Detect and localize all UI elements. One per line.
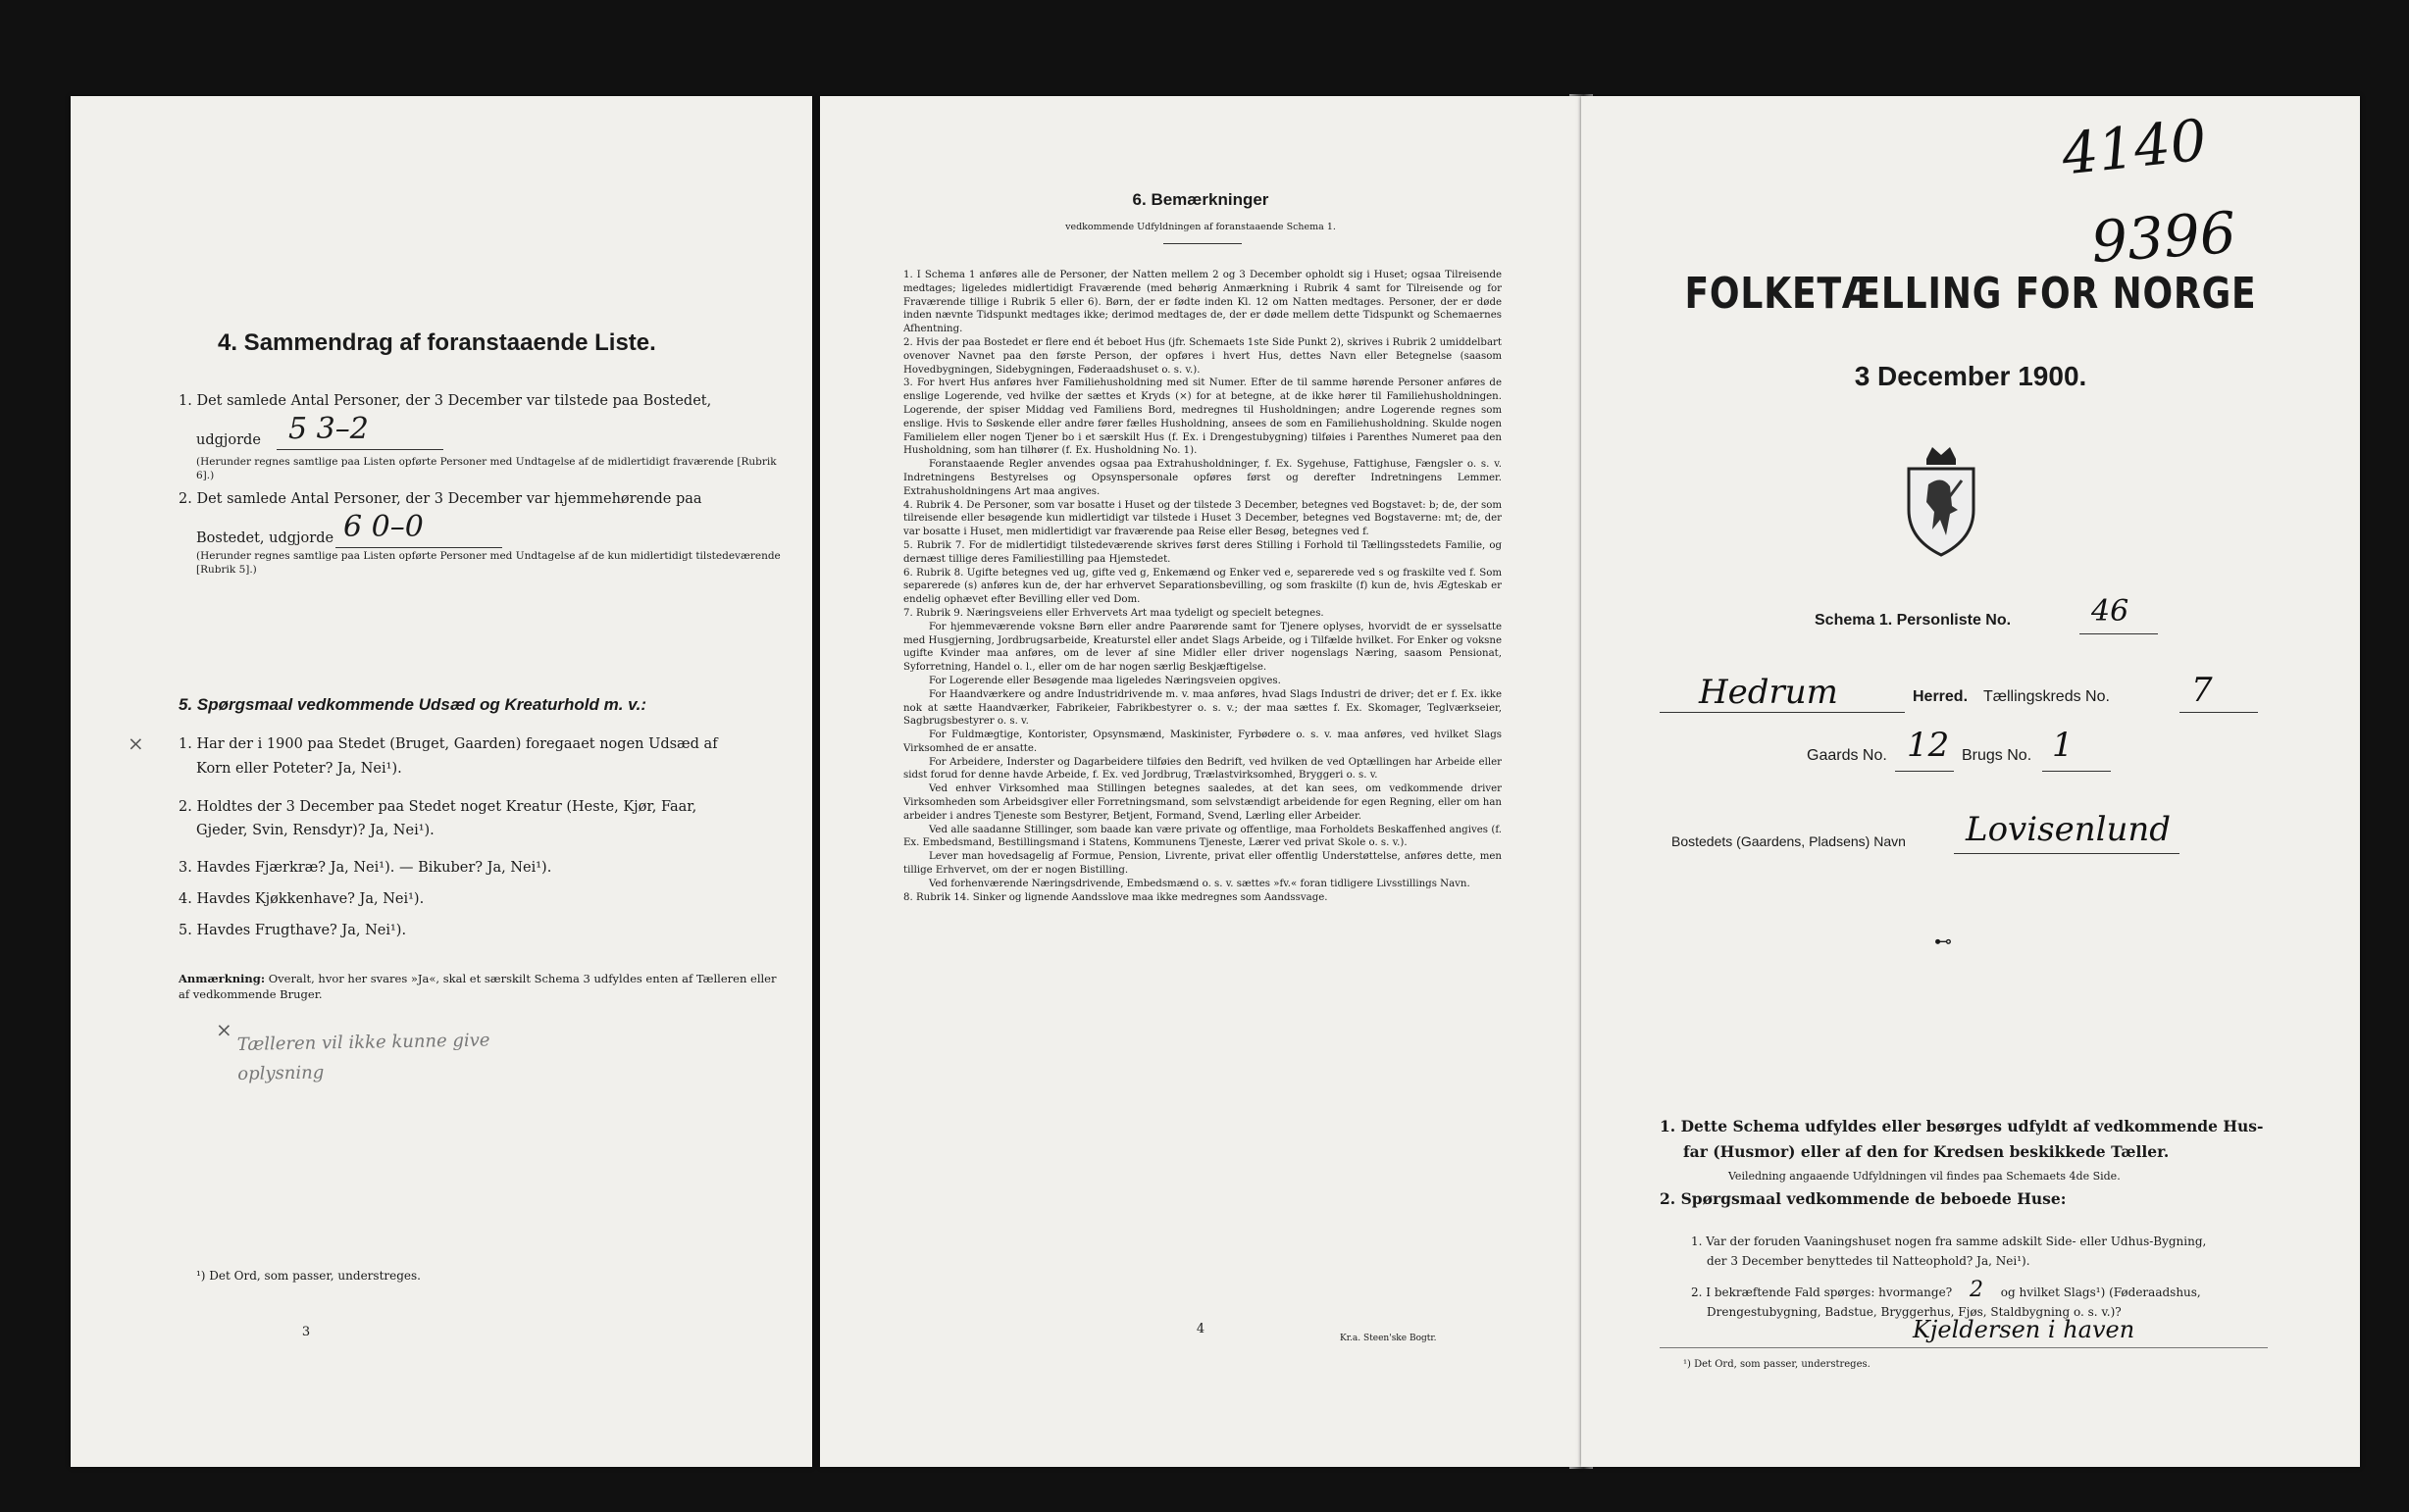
q5-2-line2: Gjeder, Svin, Rensdyr)? Ja, Nei¹). <box>196 823 435 838</box>
archive-number-2: 9396 <box>2088 198 2238 277</box>
gaards-line <box>1895 771 1954 772</box>
gaards-label: Gaards No. <box>1807 747 1887 764</box>
page-3 <box>71 96 812 1467</box>
remark-item: 2. Hvis der paa Bostedet er flere end ét beboet Hus (jfr. Schemaets 1ste Side Punkt 2), skrives i Rubrik 2 umiddelbart ovenover Navnet paa den første Person, der opføres i hvert Hus, dettes Navn eller Betegnelse (saasom Hovedbygningen, Sidebygningen, Føderaadshuset o. s. v.). <box>903 336 1502 376</box>
q1-line2: udgjorde <box>196 432 261 448</box>
q2-line2: Bostedet, udgjorde <box>196 530 334 546</box>
archive-number-1: 4140 <box>2058 106 2210 188</box>
remark-item: For Arbeidere, Inderster og Dagarbeidere tilføies den Bedrift, ved hvilken de ved Optællingen har Arbeide eller sidst forud for denne havde Arbeide, f. Ex. ved Jordbrug, Trælastvirksomhed, Bryggeri o. s. v. <box>903 756 1502 781</box>
house-q2-part2: og hvilket Slags¹) (Føderaadshus, <box>2000 1285 2201 1299</box>
bosted-line <box>1954 853 2179 854</box>
ornament-icon: ⊷ <box>1934 932 1952 952</box>
herred-label: Herred. <box>1913 688 1969 705</box>
remark-item: 5. Rubrik 7. For de midlertidigt tilstedeværende skrives først deres Stilling i Forhold til Tællingsstedets Familie, og dernæst tillige deres Familiestilling paa Hjemstedet. <box>903 539 1502 565</box>
brugs-label: Brugs No. <box>1962 747 2032 764</box>
x-mark-1: × <box>128 731 144 755</box>
census-date: 3 December 1900. <box>1854 361 2087 391</box>
remark-item: For Fuldmægtige, Kontorister, Opsynsmænd, Maskinister, Fyrbødere o. s. v. maa anføres, ved hvilket Slags Virksomhed de er ansatte. <box>903 730 1502 754</box>
x-mark-2: × <box>216 1018 232 1041</box>
title-rule <box>1163 243 1242 244</box>
printer-mark: Kr.a. Steen'ske Bogtr. <box>1340 1334 1437 1343</box>
q5-5: 5. Havdes Frugthave? Ja, Nei¹). <box>179 923 407 938</box>
remarks-title: 6. Bemærkninger <box>1132 190 1269 209</box>
census-title: FOLKETÆLLING FOR NORGE <box>1684 269 2257 319</box>
house-q2-part1: 2. I bekræftende Fald spørges: hvormange? <box>1691 1285 1953 1299</box>
remark-item: 3. For hvert Hus anføres hver Familiehusholdning med sit Numer. Efter de til samme hørende Personer anføres de enslige Logerende, ved hvilke der sættes et Kryds (×) for at betegne, at de ikke hører til Familiehusholdningen. Logerende, der spiser Middag ved Familiens Bord, medregnes til Husholdningen; andre Logerende regnes som enslige. Hvis to Søskende eller andre fører fælles Husholdning, ansees de som en Familiehusholdning. Skulde nogen Familielem eller nogen Tjener bo i et særskilt Hus (f. Ex. i Drengestubygning) tilføies i Parenthes Numeret paa den Husholdning, som han tilhører (f. Ex. Husholdning No. 1). <box>903 378 1502 457</box>
kreds-value: 7 <box>2191 671 2213 710</box>
instruction-2: 2. Spørgsmaal vedkommende de beboede Huse: <box>1660 1189 2067 1208</box>
front-page <box>1581 96 2360 1467</box>
instruction-1-line1: 1. Dette Schema udfyldes eller besørges udfyldt af vedkommende Hus- <box>1660 1117 2264 1135</box>
herred-value: Hedrum <box>1699 673 1838 712</box>
handwritten-note: Tælleren vil ikke kunne give oplysning <box>236 1030 490 1084</box>
q2-value: 6 0–0 <box>343 510 424 544</box>
remark-item: Ved enhver Virksomhed maa Stillingen betegnes saaledes, at det kan sees, om vedkommende driver Virksomheden som Arbeidsgiver eller Forretningsmand, som selvstændigt arbeidende for egen Regning, eller om han arbeider i andres Tjeneste som Bestyrer, Betjent, Formand, Svend, Lærling eller Arbeider. <box>903 783 1502 822</box>
section-4-title: 4. Sammendrag af foranstaaende Liste. <box>218 329 656 356</box>
q5-4: 4. Havdes Kjøkkenhave? Ja, Nei¹). <box>179 891 425 907</box>
remark-item: For hjemmeværende voksne Børn eller andre Paarørende samt for Tjenere oplyses, hvorvidt de er sysselsatte med Husgjerning, Jordbrugsarbeide, Kreaturstel eller andet Slags Arbeide, og i Tilfælde hvilket. For Enker og voksne ugifte Kvinder maa anføres, om de lever af sine Midler eller driver nogenslags Næring, saasom Pensionat, Syforretning, Handel o. l., eller om de har nogen særlig Beskjæftigelse. <box>903 621 1502 674</box>
annotation <box>179 971 787 1002</box>
remark-item: Foranstaaende Regler anvendes ogsaa paa Extrahusholdninger, f. Ex. Sygehuse, Fattighuse, Fængsler o. s. v. Indretningens Bestyrelses og Opsynspersonale opføres først og derefter Indretningens Lemmer. Extrahusholdningens Art maa angives. <box>903 459 1502 497</box>
q1-value-line <box>277 449 443 450</box>
q2-line1: 2. Det samlede Antal Personer, der 3 December var hjemmehørende paa <box>179 491 702 507</box>
norway-coat-of-arms-icon <box>1897 441 1985 559</box>
remark-item: For Haandværkere og andre Industridrivende m. v. maa anføres, hvad Slags Industri de driver; det er f. Ex. ikke nok at sætte Haandværker, Fabrikeier, Fabrikbestyrer o. s. v.; der maa sættes f. Ex. Skomager, Teglværkseier, Sagbrugsbestyrer o. s. v. <box>903 688 1502 728</box>
house-q2-count: 2 <box>1969 1278 1983 1302</box>
q2-note: (Herunder regnes samtlige paa Listen opførte Personer med Undtagelse af de kun midlertidigt tilstedeværende [Rubrik 5].) <box>196 550 781 576</box>
house-q1-line1: 1. Var der foruden Vaaningshuset nogen fra samme adskilt Side- eller Udhus-Bygning, <box>1691 1235 2207 1248</box>
kreds-label: Tællingskreds No. <box>1983 688 2110 705</box>
answer-line <box>1660 1347 2268 1348</box>
q5-1-line1: 1. Har der i 1900 paa Stedet (Bruget, Gaarden) foregaaet nogen Udsæd af <box>179 736 718 752</box>
annotation-text: Overalt, hvor her svares »Ja«, skal et særskilt Schema 3 udfyldes enten af Tælleren eller af vedkommende Bruger. <box>179 972 777 1001</box>
instruction-1-line2: far (Husmor) eller af den for Kredsen beskikkede Tæller. <box>1683 1142 2170 1161</box>
personliste-line <box>2079 633 2158 634</box>
remark-item: Ved alle saadanne Stillinger, som baade kan være private og offentlige, maa Forholdets Beskaffenhed angives (f. Ex. Embedsmand, Bestillingsmand i Statens, Kommunens Tjeneste, Lærer ved privat Skole o. s. v.). <box>903 824 1502 849</box>
brugs-value: 1 <box>2052 726 2074 765</box>
remark-item: Lever man hovedsagelig af Formue, Pension, Livrente, privat eller offentlig Understøttelse, anføres dette, men tillige Erhvervet, om der er nogen Bistilling. <box>903 851 1502 877</box>
remarks-list <box>903 269 1502 904</box>
q5-2-line1: 2. Holdtes der 3 December paa Stedet noget Kreatur (Heste, Kjør, Faar, <box>179 799 697 815</box>
brugs-line <box>2042 771 2111 772</box>
q5-1-line2: Korn eller Poteter? Ja, Nei¹). <box>196 761 402 777</box>
remarks-subtitle: vedkommende Udfyldningen af foranstaaende Schema 1. <box>1065 222 1336 232</box>
remark-item: 1. I Schema 1 anføres alle de Personer, der Natten mellem 2 og 3 December opholdt sig i Huset; ogsaa Tilreisende medtages; ligeledes midlertidigt Fraværende (med behørig Anmærkning i Rubrik 4 samt for Tilreisende og for Fraværende tillige i Rubrik 5 eller 6). Børn, der er fødte inden Kl. 12 om Natten medtages. Personer, der er døde inden nævnte Tidspunkt medtages ikke; derimod medtages de, der er døde mellem dette Tidspunkt og Schemaernes Afhentning. <box>903 270 1502 335</box>
house-q1-line2: der 3 December benyttedes til Natteophold? Ja, Nei¹). <box>1707 1254 2030 1268</box>
herred-line <box>1660 712 1905 713</box>
remark-item: For Logerende eller Besøgende maa ligeledes Næringsveien opgives. <box>929 675 1281 686</box>
section-5-title: 5. Spørgsmaal vedkommende Udsæd og Kreaturhold m. v.: <box>179 695 647 714</box>
gaards-value: 12 <box>1907 726 1950 765</box>
remark-item: 4. Rubrik 4. De Personer, som var bosatte i Huset og der tilstede 3 December, betegnes ved Bogstavet: b; de, der som tilreisende eller besøgende kun midlertidigt var tilstede i Huset 3 December, betegnes ved Bogstaverne: mt; de, der var bosatte i Huset, men midlertidigt var fraværende paa Reise eller Besøg, betegnes ved f. <box>903 499 1502 538</box>
annotation-label: Anmærkning: <box>179 972 266 985</box>
q1-value: 5 3–2 <box>288 412 369 446</box>
remark-item: 6. Rubrik 8. Ugifte betegnes ved ug, gifte ved g, Enkemænd og Enker ved e, separerede ved s og fraskilte ved f. Som separerede (s) anføres kun de, der har erhvervet Separationsbevilling, og som fraskilte (f) kun de, hvis Ægteskab er endelig ophævet efter Bevilling eller ved Dom. <box>903 567 1502 606</box>
page-number: 3 <box>301 1325 311 1339</box>
q1-note: (Herunder regnes samtlige paa Listen opførte Personer med Undtagelse af de midlertidigt fraværende [Rubrik 6].) <box>196 456 777 481</box>
instruction-1-sub: Veiledning angaaende Udfyldningen vil findes paa Schemaets 4de Side. <box>1728 1170 2121 1183</box>
page-number: 4 <box>1196 1322 1205 1336</box>
q5-3: 3. Havdes Fjærkræ? Ja, Nei¹). — Bikuber? Ja, Nei¹). <box>179 860 552 876</box>
kreds-line <box>2179 712 2258 713</box>
bosted-value: Lovisenlund <box>1966 810 2172 849</box>
q1-line1: 1. Det samlede Antal Personer, der 3 December var tilstede paa Bostedet, <box>179 393 712 409</box>
schema-label: Schema 1. Personliste No. <box>1815 612 2012 629</box>
page-4 <box>820 96 1581 1467</box>
remark-item: 7. Rubrik 9. Næringsveiens eller Erhvervets Art maa tydeligt og specielt betegnes. <box>903 607 1324 619</box>
bosted-label: Bostedets (Gaardens, Pladsens) Navn <box>1671 833 1906 849</box>
house-q2-answer: Kjeldersen i haven <box>1913 1316 2135 1343</box>
remark-item: 8. Rubrik 14. Sinker og lignende Aandsslove maa ikke medregnes som Aandssvage. <box>903 891 1328 903</box>
house-q2-line2: Drengestubygning, Badstue, Bryggerhus, Fjøs, Staldbygning o. s. v.)? <box>1707 1305 2122 1319</box>
q2-value-line <box>335 547 502 548</box>
footnote: ¹) Det Ord, som passer, understreges. <box>196 1269 421 1283</box>
footnote: ¹) Det Ord, som passer, understreges. <box>1683 1359 1871 1370</box>
personliste-number: 46 <box>2091 594 2129 629</box>
house-q2-line1 <box>1691 1278 2201 1302</box>
remark-item: Ved forhenværende Næringsdrivende, Embedsmænd o. s. v. sættes »fv.« foran tidligere Livsstillings Navn. <box>929 878 1470 889</box>
